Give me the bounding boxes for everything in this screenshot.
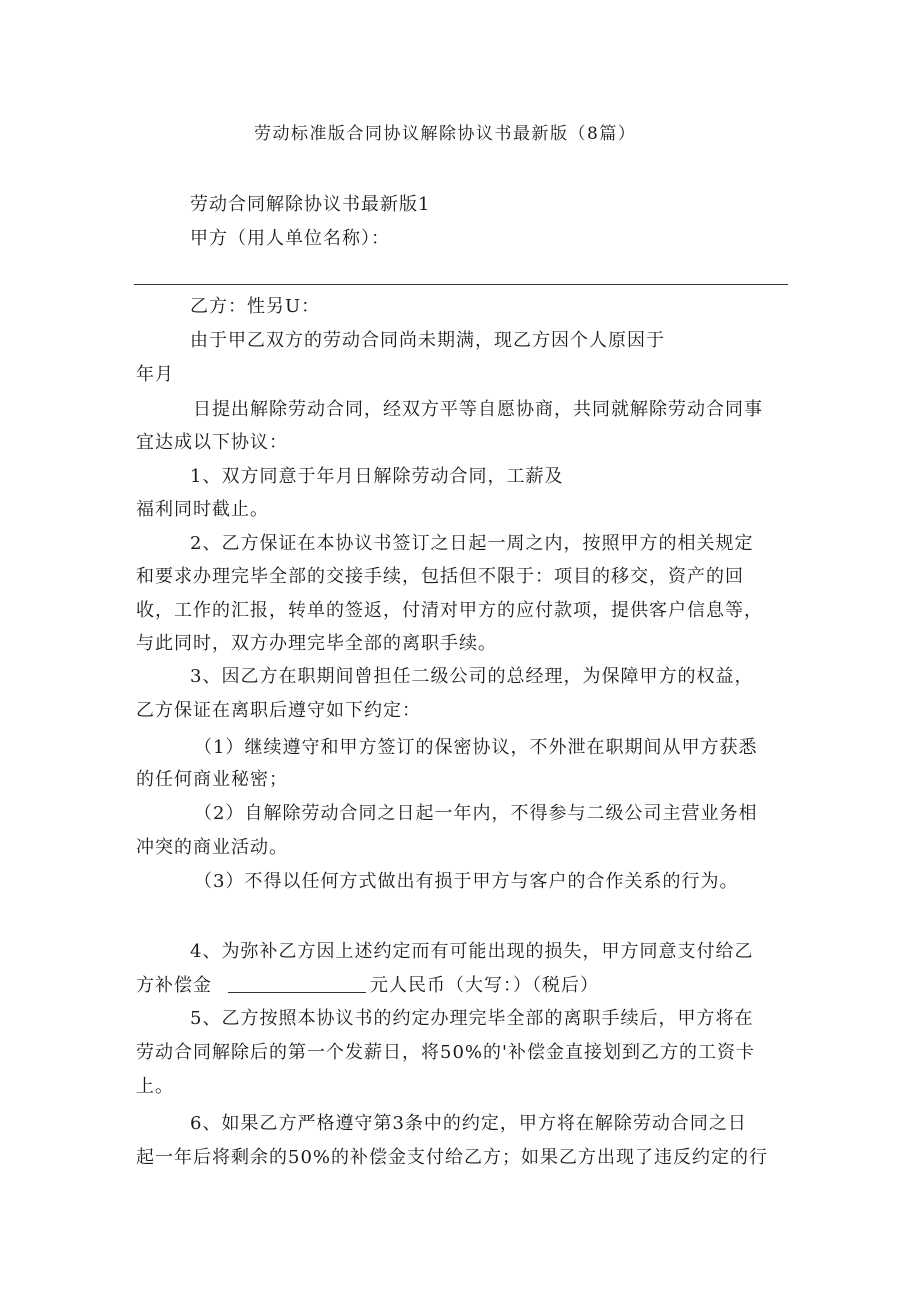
party-a-line: 甲方（用人单位名称）： (190, 228, 390, 249)
section-heading: 劳动合同解除协议书最新版1 (190, 194, 431, 215)
clause-3-3-line-1: （3）不得以任何方式做出有损于甲方与客户的合作关系的行为。 (194, 871, 739, 892)
clause-4-line-2 (136, 975, 599, 997)
clause-2-line-1: 2、乙方保证在本协议书签订之日起一周之内，按照甲方的相关规定 (190, 533, 754, 554)
clause-3-2-line-1: （2）自解除劳动合同之日起一年内，不得参与二级公司主营业务相 (194, 803, 758, 824)
clause-6-line-1: 6、如果乙方严格遵守第3条中的约定，甲方将在解除劳动合同之日 (190, 1113, 747, 1134)
clause-2-line-2: 和要求办理完毕全部的交接手续，包括但不限于：项目的移交，资产的回 (136, 566, 744, 587)
clause-5-line-2: 劳动合同解除后的第一个发薪日，将50%的'补偿金直接划到乙方的工资卡 (136, 1042, 755, 1063)
clause-3-line-1: 3、因乙方在职期间曾担任二级公司的总经理，为保障甲方的权益， (190, 666, 754, 687)
clause-1-line-2: 福利同时截止。 (136, 499, 269, 520)
clause-3-1-line-2: 的任何商业秘密； (136, 769, 288, 790)
signature-rule (134, 284, 788, 285)
clause-2-line-4: 与此同时，双方办理完毕全部的离职手续。 (136, 633, 497, 654)
party-b-line: 乙方：性另U： (190, 296, 321, 317)
clause-1-line-1: 1、双方同意于年月日解除劳动合同，工薪及 (190, 466, 564, 487)
clause-5-line-1: 5、乙方按照本协议书的约定办理完毕全部的离职手续后，甲方将在 (190, 1008, 754, 1029)
clause-2-line-3: 收，工作的汇报，转单的签返，付清对甲方的应付款项，提供客户信息等， (136, 600, 763, 621)
clause-4-line-1: 4、为弥补乙方因上述约定而有可能出现的损失，甲方同意支付给乙 (190, 941, 754, 962)
clause-5-line-3: 上。 (136, 1076, 174, 1097)
clause-3-2-line-2: 冲突的商业活动。 (136, 837, 288, 858)
clause-3-1-line-1: （1）继续遵守和甲方签订的保密协议，不外泄在职期间从甲方获悉 (194, 737, 758, 758)
intro-line-3: 日提出解除劳动合同，经双方平等自愿协商，共同就解除劳动合同事 (193, 399, 763, 420)
intro-line-4: 宜达成以下协议： (136, 432, 288, 453)
amount-blank (228, 976, 366, 993)
compensation-label: 方补偿金 (136, 975, 212, 996)
clause-6-line-2: 起一年后将剩余的50%的补偿金支付给乙方；如果乙方出现了违反约定的行 (136, 1147, 769, 1168)
page-title: 劳动标准版合同协议解除协议书最新版（8篇） (254, 124, 637, 144)
compensation-suffix: 元人民币（大写：）（税后） (370, 975, 599, 996)
intro-line-2: 年月 (136, 364, 174, 385)
intro-line-1: 由于甲乙双方的劳动合同尚未期满，现乙方因个人原因于 (190, 330, 665, 351)
clause-3-line-2: 乙方保证在离职后遵守如下约定： (136, 700, 421, 721)
